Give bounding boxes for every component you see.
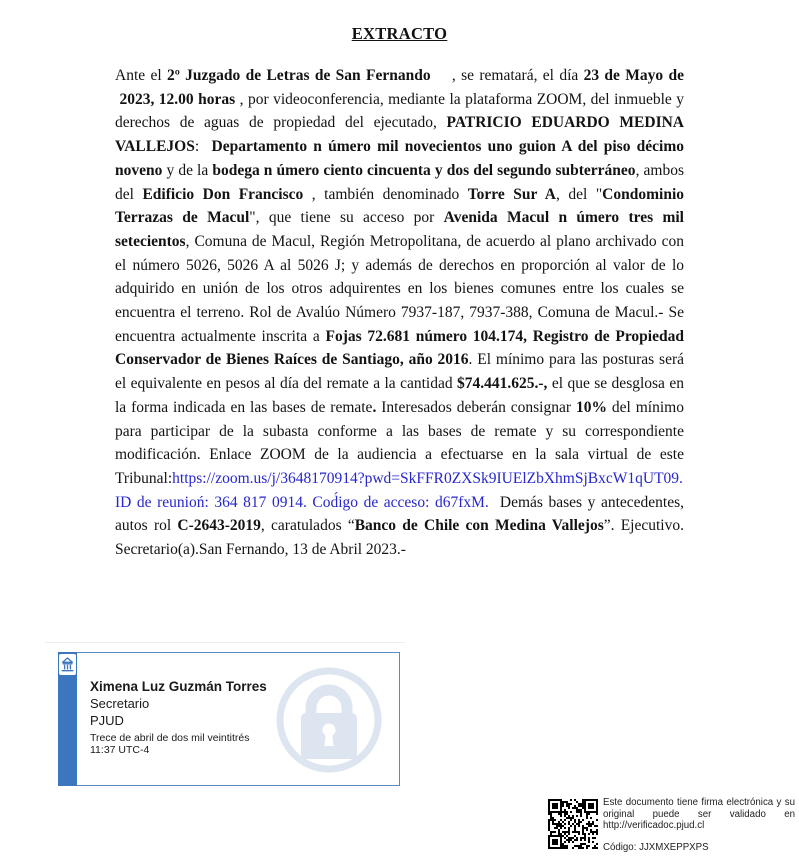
text-run: . El mínimo para las posturas será el equivalente en pesos al día del remate a la cantidad bbox=[115, 351, 684, 393]
qr-code bbox=[548, 799, 598, 849]
zoom-meeting-link[interactable]: https://zoom.us/j/3648170914?pwd=SkFFR0ZXSk9IUElZbXhmSjBxcW1qUT09. ID de reunioń: 364 817 0914. Cod́igo de acceso: d67fxM. bbox=[115, 469, 683, 511]
verification-code-value: JJXMXEPPXPS bbox=[639, 842, 709, 853]
text-run: C-2643-2019 bbox=[177, 517, 261, 535]
text-run: Ante el bbox=[115, 67, 167, 84]
text-run: $74.441.625.-, bbox=[457, 375, 548, 393]
text-run: Interesados deberán consignar bbox=[376, 398, 576, 416]
text-run: , Comuna de Macul, Región Metropolitana, de acuerdo al plano archivado con el número 5026, 5026 A al 5026 J; y además de derechos en proporción al valor de lo adquirido en unión de los otros adquirentes en los bienes comunes entre los cuales se encuentra el terreno. Rol de Avalúo Número 7937-187, 7937-388, Comuna de Macul.- Se encuentra actualmente inscrita a bbox=[115, 232, 684, 345]
verification-code bbox=[603, 842, 795, 854]
body-paragraph bbox=[115, 64, 684, 562]
text-run: Edificio Don Francisco bbox=[142, 185, 304, 203]
scan-artifact-line bbox=[45, 642, 405, 643]
text-run: Banco de Chile con Medina Vallejos bbox=[354, 517, 604, 535]
text-run: : bbox=[194, 138, 200, 156]
verification-code-label: Código: bbox=[603, 842, 637, 853]
text-run: Departamento n úmero mil novecientos uno guion A del piso décimo noveno bbox=[115, 138, 684, 179]
text-run: Fojas 72.681 número 104.174, Registro de Propiedad Conservador de Bienes Raíces de Santiago, año 2016 bbox=[115, 327, 684, 369]
signature-date: Trece de abril de dos mil veintitrés bbox=[90, 732, 250, 744]
signer-name: Ximena Luz Guzmán Torres bbox=[90, 679, 267, 694]
text-run: , por videoconferencia, mediante la plataforma ZOOM, del inmueble y derechos de aguas de propiedad del ejecutado, bbox=[115, 90, 684, 132]
text-run: del mínimo para participar de la subasta conforme a las bases de remate y su correspondiente modificación. Enlace ZOOM de la audiencia a efectuarse en la sala virtual de este Tribunal: bbox=[115, 398, 684, 487]
signer-institution: PJUD bbox=[90, 713, 124, 728]
text-run: Condominio Terrazas de Macul bbox=[115, 185, 685, 227]
text-run: , también denominado bbox=[303, 185, 468, 203]
text-run: . bbox=[372, 398, 377, 416]
signature-time: 11:37 UTC-4 bbox=[90, 744, 150, 756]
text-run: , caratulados “ bbox=[260, 517, 355, 535]
text-run: PATRICIO EDUARDO MEDINA VALLEJOS bbox=[115, 114, 684, 156]
text-run: ", que tiene su acceso por bbox=[249, 209, 444, 227]
text-run: 2º Juzgado de Letras de San Fernando bbox=[166, 67, 431, 84]
text-run: Demás bases y antecedentes, autos rol bbox=[115, 493, 685, 535]
text-run: el que se desglosa en la forma indicada en las bases de remate bbox=[115, 375, 684, 416]
text-run: 23 de Mayo de 2023, 12.00 horas bbox=[115, 67, 684, 108]
verification-text: Este documento tiene firma electrónica y su original puede ser validado en http://verificadoc.pjud.cl bbox=[603, 797, 795, 831]
text-run: 10% bbox=[575, 398, 607, 416]
page-title bbox=[115, 24, 684, 44]
padlock-icon bbox=[274, 665, 384, 775]
text-run: , se rematará, el día bbox=[430, 67, 584, 84]
text-run: Torre Sur A bbox=[467, 185, 556, 203]
signature-details bbox=[90, 678, 290, 756]
text-run: , del " bbox=[556, 185, 603, 203]
page-title-text: EXTRACTO bbox=[351, 24, 448, 43]
text-run: bodega n úmero ciento cincuenta y dos del segundo subterráneo bbox=[212, 161, 636, 179]
text-run: Avenida Macul n úmero tres mil setecientos bbox=[115, 209, 684, 250]
courthouse-icon bbox=[59, 654, 76, 675]
text-run: y de la bbox=[162, 161, 213, 179]
signer-role: Secretario bbox=[90, 696, 150, 711]
text-run: ”. Ejecutivo. Secretario(a).San Fernando, 13 de Abril 2023.- bbox=[115, 517, 684, 559]
text-run: , ambos del bbox=[115, 161, 685, 203]
